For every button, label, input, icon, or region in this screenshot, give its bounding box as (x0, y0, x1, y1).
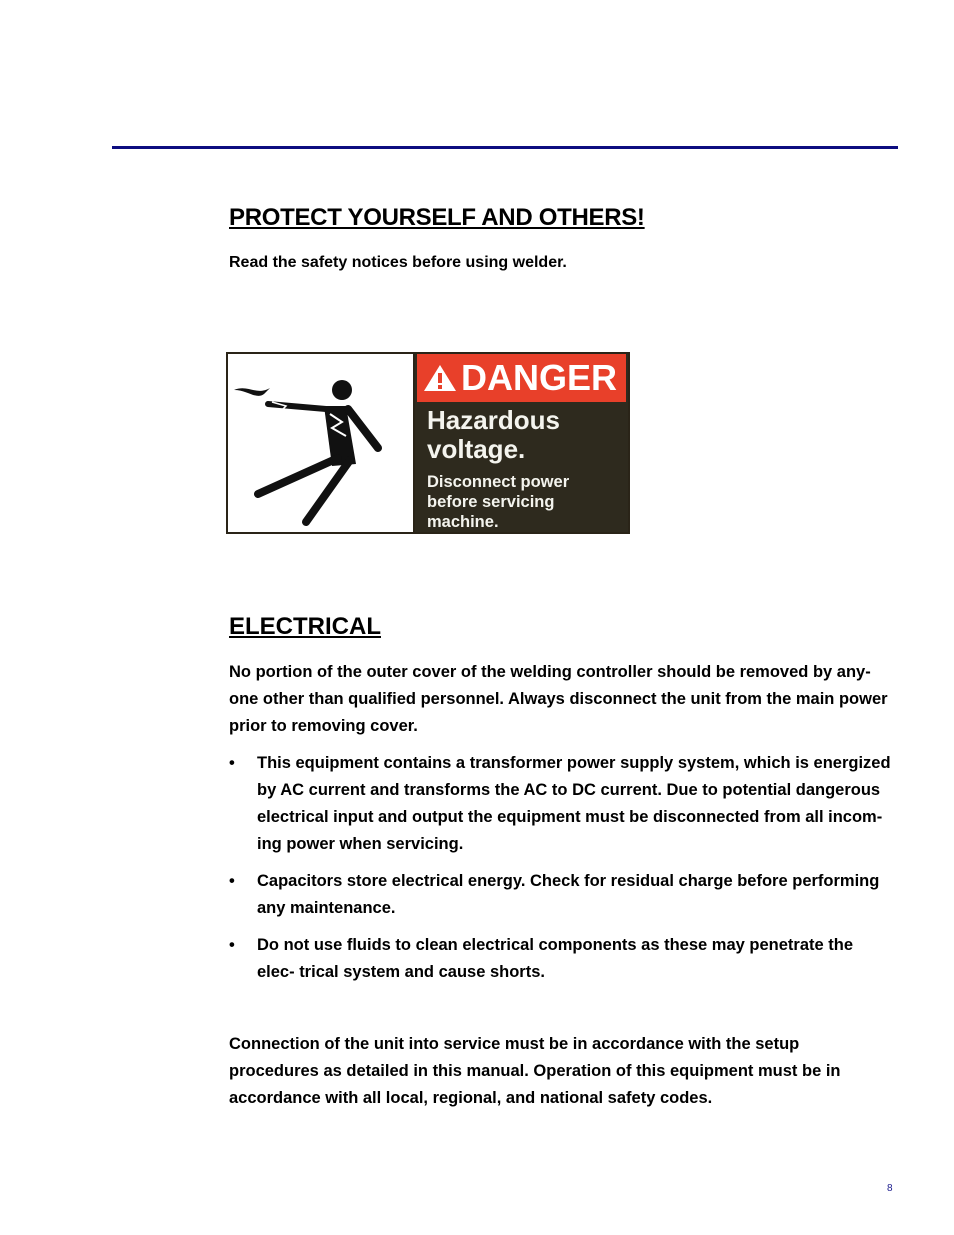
list-item (229, 868, 891, 922)
closing-paragraph: Connection of the unit into service must be in accordance with the setup procedures as detailed in this manual. Operation of this equipment must be in accordance with all local, regional, and national safety codes. (229, 1035, 841, 1107)
page-number: 8 (887, 1183, 893, 1194)
danger-banner (417, 354, 626, 402)
action-line-3: machine. (427, 513, 499, 531)
intro-paragraph: No portion of the outer cover of the welding controller should be removed by any- one other than qualified personnel. Always disconnect the unit from the main power prior to removing cover. (229, 663, 888, 735)
list-item-text: Do not use fluids to clean electrical components as these may penetrate the elec- trical system and cause shorts. (257, 936, 853, 981)
electrocuted-person-icon (228, 354, 413, 532)
page-heading: PROTECT YOURSELF AND OTHERS! (229, 204, 645, 231)
hazard-text (427, 406, 560, 464)
list-item (229, 750, 891, 858)
signal-word: DANGER (461, 357, 618, 398)
sign-message-panel (415, 354, 628, 532)
header-rule (112, 146, 898, 149)
subheading: Read the safety notices before using welder. (229, 254, 567, 271)
section-title: ELECTRICAL (229, 613, 381, 640)
hazard-line-1: Hazardous (427, 405, 560, 435)
hazard-line-2: voltage. (427, 434, 526, 464)
bullet-icon: • (229, 872, 235, 890)
warning-triangle-icon (423, 363, 457, 393)
list-item-text: This equipment contains a transformer power supply system, which is energized by AC current and transforms the AC to DC current. Due to potential dangerous electrical input and output the equipment must be disconnected from all incom- ing power when servicing. (257, 754, 891, 853)
list-item-text: Capacitors store electrical energy. Check for residual charge before performing any maintenance. (257, 872, 880, 917)
action-text (427, 472, 569, 532)
bullet-icon: • (229, 936, 235, 954)
action-line-2: before servicing (427, 493, 555, 511)
safety-bullet-list (229, 750, 891, 996)
bullet-icon: • (229, 754, 235, 772)
danger-sign (226, 352, 630, 534)
list-item (229, 932, 891, 986)
action-line-1: Disconnect power (427, 473, 570, 491)
electric-shock-pictogram (228, 354, 415, 532)
